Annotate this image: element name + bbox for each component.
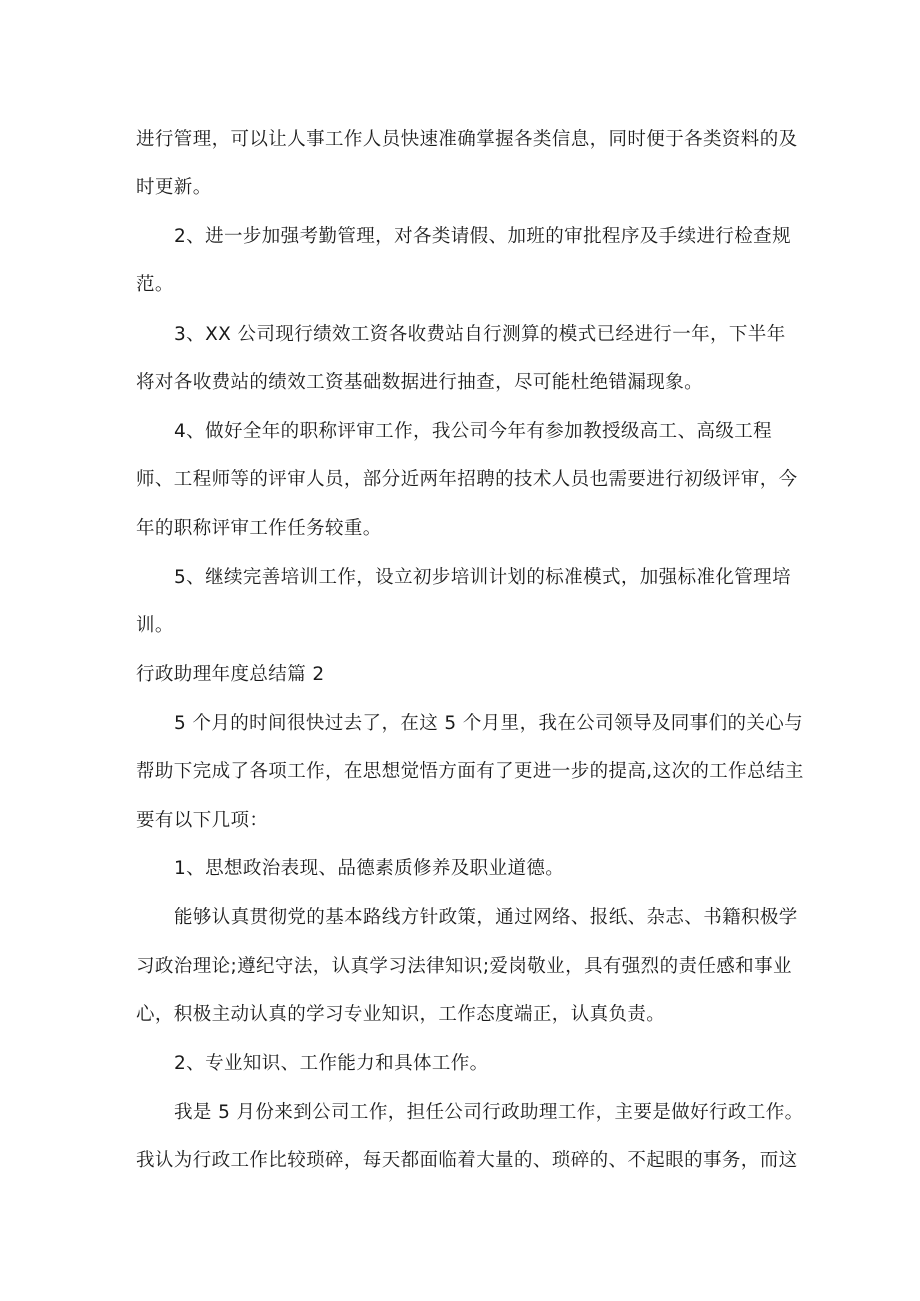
text-line: 2、专业知识、工作能力和具体工作。 bbox=[174, 1053, 489, 1074]
text-line: 将对各收费站的绩效工资基础数据进行抽查，尽可能杜绝错漏现象。 bbox=[136, 372, 704, 393]
text-line: 2、进一步加强考勤管理，对各类请假、加班的审批程序及手续进行检查规 bbox=[174, 226, 791, 247]
text-line: 帮助下完成了各项工作，在思想觉悟方面有了更进一步的提高,这次的工作总结主 bbox=[136, 761, 804, 782]
text-line: 要有以下几项： bbox=[136, 810, 269, 831]
text-line: 年的职称评审工作任务较重。 bbox=[136, 518, 382, 539]
text-line: 我认为行政工作比较琐碎，每天都面临着大量的、琐碎的、不起眼的事务，而这 bbox=[136, 1150, 798, 1171]
text-line: 能够认真贯彻党的基本路线方针政策，通过网络、报纸、杂志、书籍积极学 bbox=[174, 907, 798, 928]
text-line: 4、做好全年的职称评审工作，我公司今年有参加教授级高工、高级工程 bbox=[174, 421, 773, 442]
text-line: 习政治理论;遵纪守法，认真学习法律知识;爱岗敬业，具有强烈的责任感和事业 bbox=[136, 956, 792, 977]
text-line: 我是 5 月份来到公司工作，担任公司行政助理工作，主要是做好行政工作。 bbox=[174, 1102, 804, 1123]
text-line: 进行管理，可以让人事工作人员快速准确掌握各类信息，同时便于各类资料的及 bbox=[136, 129, 798, 150]
text-line: 5 个月的时间很快过去了，在这 5 个月里，我在公司领导及同事们的关心与 bbox=[174, 713, 804, 734]
text-line: 训。 bbox=[136, 615, 174, 636]
section-heading: 行政助理年度总结篇 2 bbox=[136, 664, 325, 685]
text-line: 师、工程师等的评审人员，部分近两年招聘的技术人员也需要进行初级评审，今 bbox=[136, 469, 798, 490]
text-line: 5、继续完善培训工作，设立初步培训计划的标准模式，加强标准化管理培 bbox=[174, 567, 791, 588]
text-line: 时更新。 bbox=[136, 177, 212, 198]
text-line: 3、XX 公司现行绩效工资各收费站自行测算的模式已经进行一年，下半年 bbox=[174, 324, 786, 345]
text-line: 范。 bbox=[136, 274, 174, 295]
text-line: 心，积极主动认真的学习专业知识，工作态度端正，认真负责。 bbox=[136, 1004, 666, 1025]
text-line: 1、思想政治表现、品德素质修养及职业道德。 bbox=[174, 858, 565, 879]
